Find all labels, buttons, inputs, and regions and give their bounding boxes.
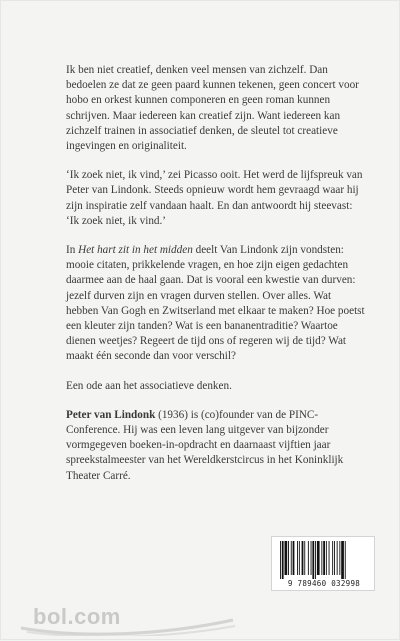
barcode-bar bbox=[280, 541, 281, 579]
barcode-bar bbox=[293, 541, 295, 575]
barcode-bar bbox=[341, 541, 344, 579]
barcode-bar bbox=[291, 541, 292, 575]
paragraph-lead: In bbox=[66, 244, 76, 257]
barcode-bar bbox=[308, 541, 309, 575]
barcode-bar bbox=[332, 541, 333, 575]
barcode-bar bbox=[345, 541, 346, 579]
barcode-bar bbox=[334, 541, 335, 575]
barcode-bar bbox=[337, 541, 338, 575]
watermark-text: bol.com bbox=[33, 604, 121, 629]
barcode-bar bbox=[297, 541, 298, 575]
paragraph-body: deelt Van Lindonk zijn vondsten: mooie citaten, prikkelende vragen, en hoe zijn eigen gedachten daarmee aan de haal gaan. Dat is vooral een kwestie van durven: jezelf durven zijn en vragen durven stellen. Over alles. Wat hebben Van Gogh en Zwitserland met elkaar te maken? Hoe poetst een kleuter zijn tanden? Wat is een bananentraditie? Waartoe dienen weetjes? Regeert de tijd ons of regeren wij de tijd? Wat maakt één seconde dan voor verschil? bbox=[66, 244, 365, 363]
barcode-bar bbox=[285, 541, 288, 575]
barcode-bar bbox=[315, 541, 316, 579]
book-title: Het hart zit in het midden bbox=[78, 244, 193, 257]
barcode-bar bbox=[317, 541, 320, 575]
author-bio: (1936) is (co)founder van de PINC-Conference. Hij was een leven lang uitgever van bijzonder vormgegeven boeken-in-opdracht en daarnaast vijftien jaar spreekstalmeester van het Wereldkerstcircus in het Koninklijk Theater Carré. bbox=[66, 408, 344, 482]
paragraph-picasso: ‘Ik zoek niet, ik vind,’ zei Picasso ooit. Het werd de lijfspreuk van Peter van Lindonk. Steeds opnieuw wordt hem gevraagd waar hij zijn inspiratie zelf vandaan haalt. En dan antwoordt hij steevast: ‘Ik zoek niet, ik vind.’ bbox=[66, 169, 363, 227]
barcode-bar bbox=[339, 541, 340, 575]
barcode-bar bbox=[326, 541, 327, 575]
barcode-bar bbox=[323, 541, 325, 575]
paragraph-book-description bbox=[66, 243, 366, 365]
watermark-logo bbox=[19, 598, 239, 636]
barcode-bar bbox=[321, 541, 322, 575]
barcode-bar bbox=[302, 541, 304, 575]
blurb-text bbox=[66, 63, 366, 498]
barcode-bar bbox=[311, 541, 312, 575]
barcode-bar bbox=[329, 541, 330, 575]
barcode-number: 9 789460 032998 bbox=[287, 579, 361, 588]
barcode-bar bbox=[312, 541, 314, 579]
barcode-bar bbox=[282, 541, 284, 579]
paragraph-intro: Ik ben niet creatief, denken veel mensen van zichzelf. Dan bedoelen ze dat ze geen paard kunnen tekenen, geen concert voor hobo en orkest kunnen componeren en geen roman kunnen schrijven. Maar iedereen kan creatief zijn. Want iedereen kan zichzelf trainen in associatief denken, de sleutel tot creatieve ingevingen en originaliteit. bbox=[66, 64, 359, 153]
barcode-bar bbox=[304, 541, 305, 575]
isbn-barcode bbox=[271, 536, 375, 591]
paragraph-ode: Een ode aan het associatieve denken. bbox=[66, 379, 232, 392]
author-name: Peter van Lindonk bbox=[66, 408, 156, 421]
barcode-bar bbox=[299, 541, 300, 575]
barcode-bar bbox=[288, 541, 289, 575]
paragraph-author-bio bbox=[66, 408, 366, 484]
barcode-bars bbox=[279, 541, 369, 579]
